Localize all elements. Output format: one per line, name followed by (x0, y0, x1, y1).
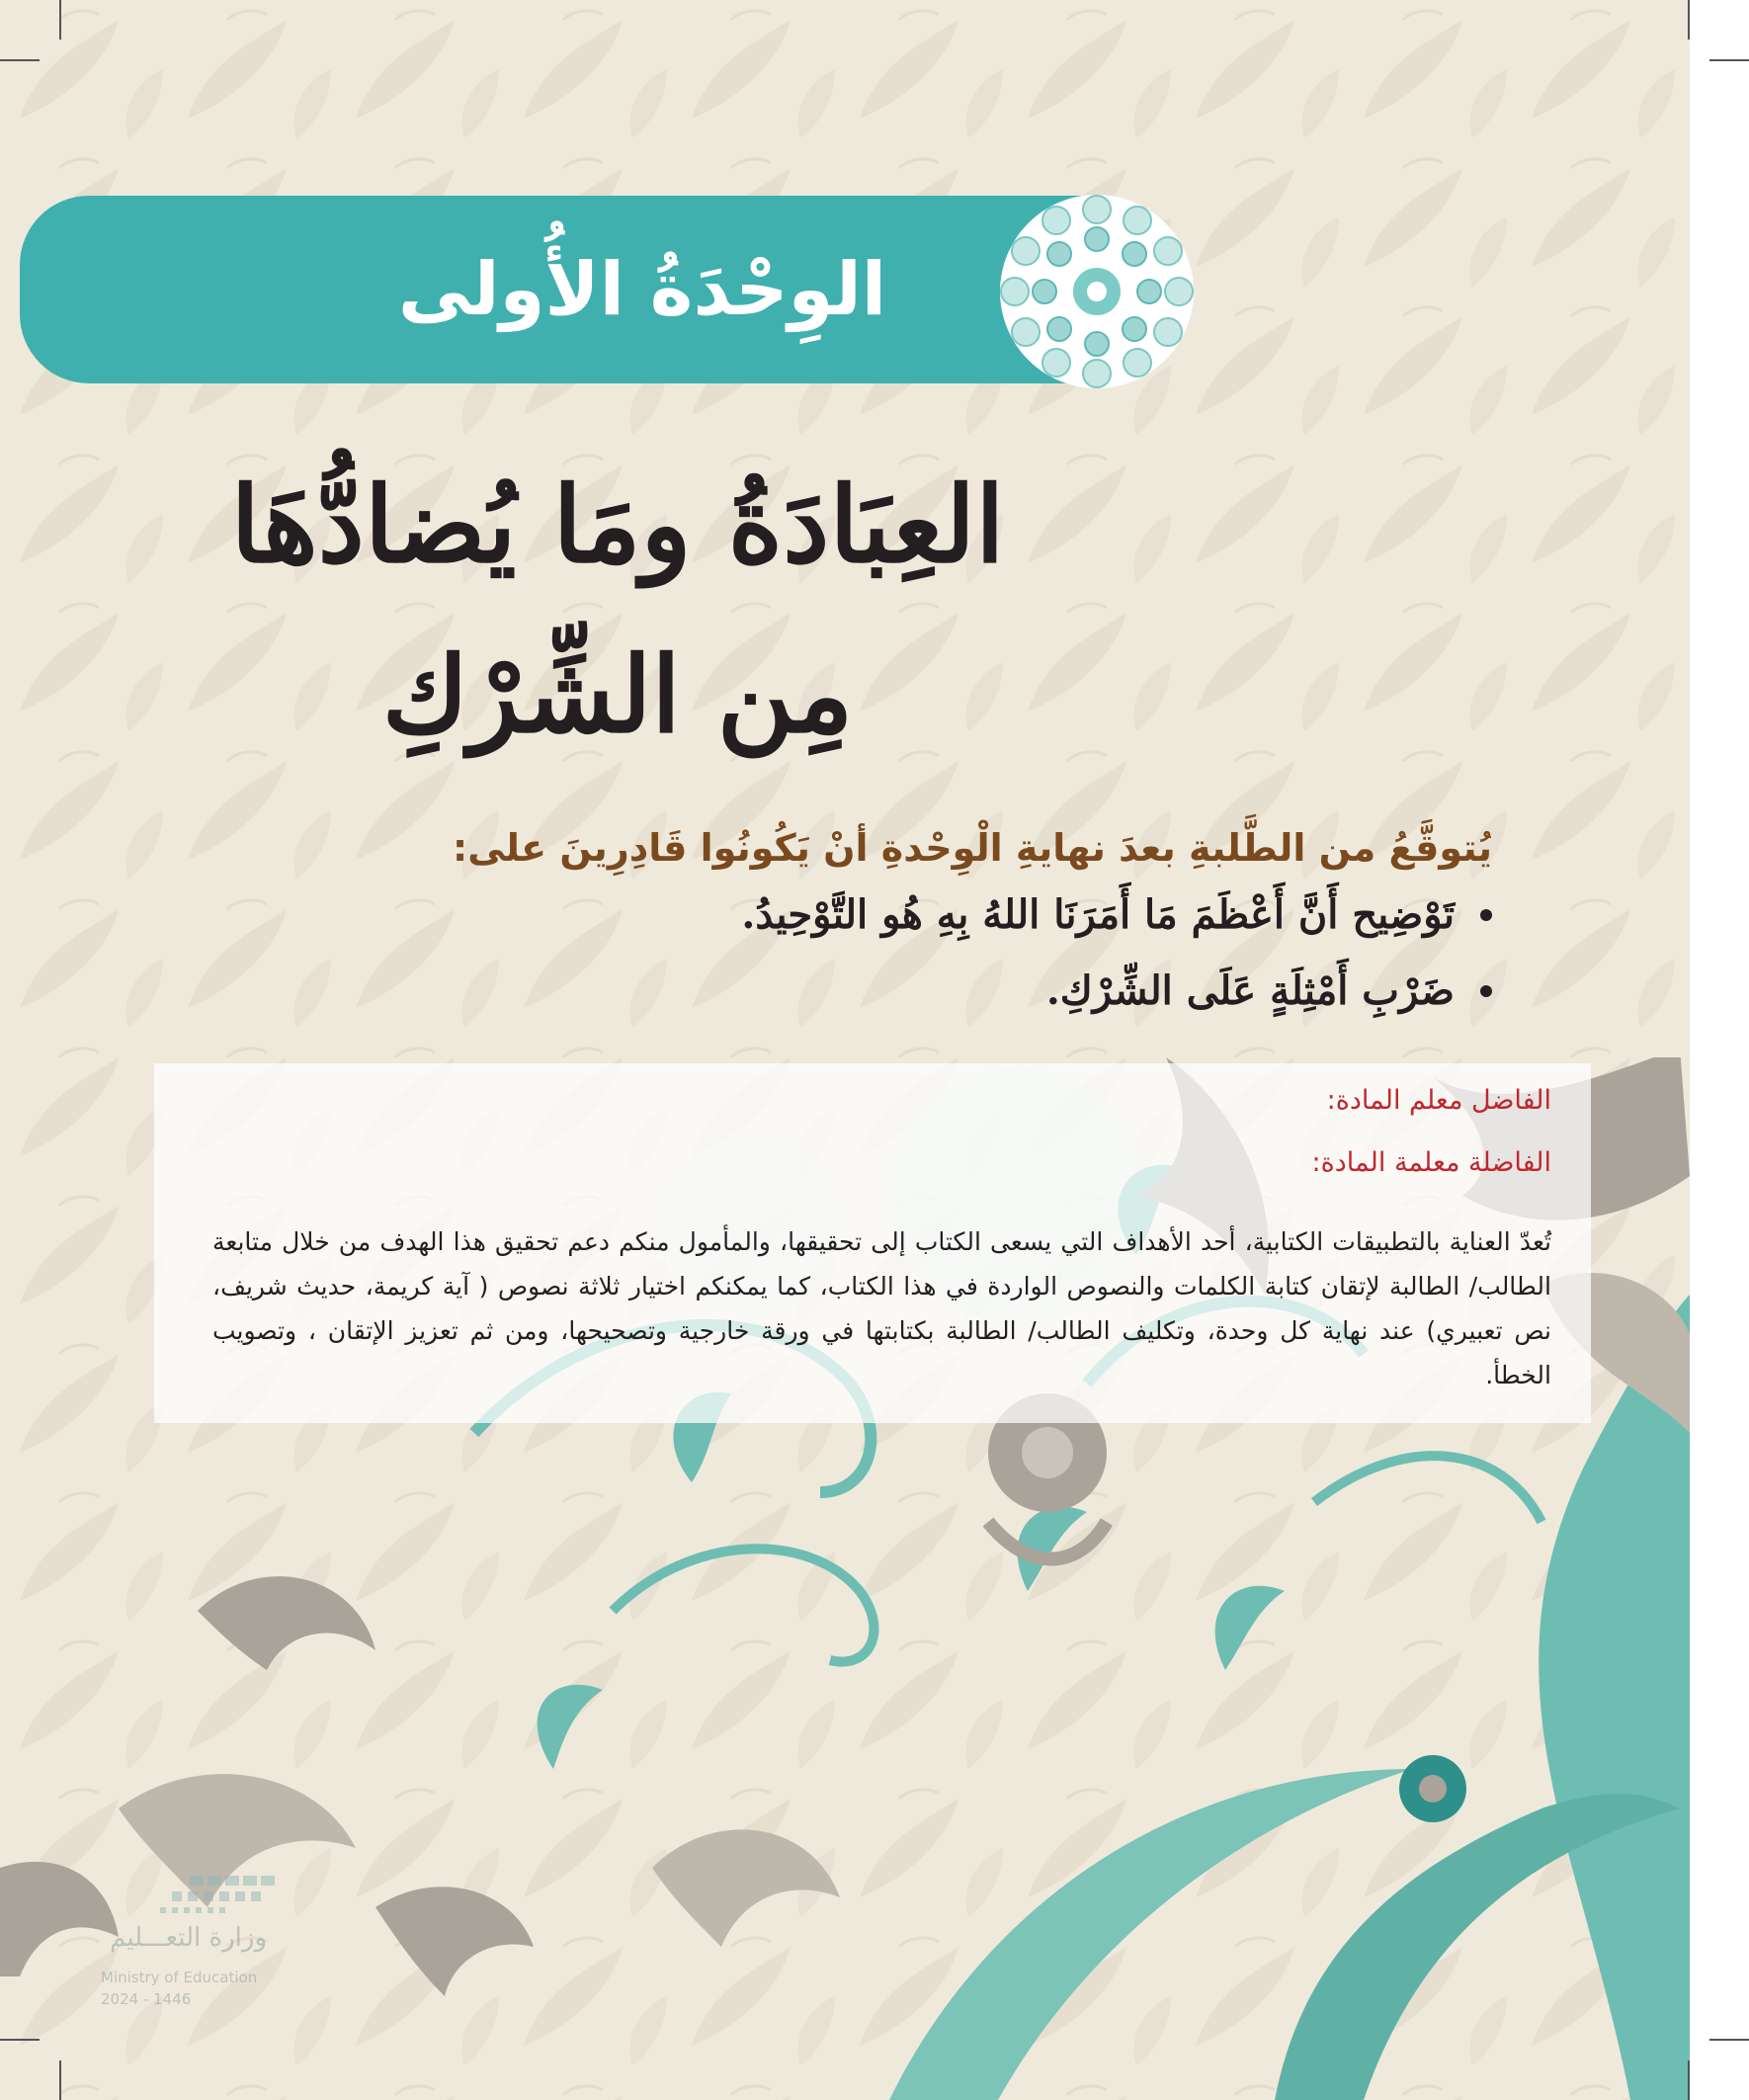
crop-mark (59, 0, 61, 40)
crop-mark (1688, 2060, 1690, 2100)
objective-text: ضَرْبِ أَمْثِلَةٍ عَلَى الشِّرْكِ. (1045, 967, 1455, 1014)
objective-text: تَوْضِيح أَنَّ أَعْظَمَ مَا أَمَرَنَا اللهُ بِهِ هُو التَّوْحِيدُ. (741, 891, 1455, 938)
bullet-icon (1480, 985, 1492, 997)
crop-mark (1688, 0, 1690, 40)
unit-title: الوِحْدَةُ الأُولى (397, 247, 887, 332)
teacher-note-box (154, 1063, 1591, 1423)
learning-objectives (208, 826, 1492, 1044)
crop-mark (1709, 59, 1749, 61)
crop-mark (0, 2039, 40, 2041)
lesson-title-line-2: مِن الشِّرْكِ (381, 632, 854, 756)
bullet-icon (1480, 909, 1492, 921)
ministry-name-english: Ministry of Education (101, 1969, 258, 1986)
lesson-title-line-1: العِبَادَةُ ومَا يُضادُّهَا (230, 462, 1005, 586)
teacher-female-label: الفاضلة معلمة المادة: (1311, 1147, 1551, 1178)
objective-item (208, 967, 1492, 1014)
crop-mark (1709, 2039, 1749, 2041)
teacher-male-label: الفاضل معلم المادة: (1326, 1085, 1551, 1116)
ministry-name-arabic: وزارة التعـــليم (110, 1923, 267, 1953)
crop-mark (59, 2060, 61, 2100)
ministry-logo (91, 1868, 289, 2036)
objective-item (208, 891, 1492, 938)
rosette-ornament (993, 188, 1201, 395)
ministry-logo-mark-icon (91, 1868, 289, 1927)
unit-banner (20, 196, 1087, 383)
crop-mark (0, 59, 40, 61)
objectives-intro: يُتوقَّعُ من الطَّلبةِ بعدَ نهايةِ الْوِحْدةِ أنْ يَكُونُوا قَادِرِينَ على: (453, 826, 1492, 870)
teacher-note-body: تُعدّ العناية بالتطبيقات الكتابية، أحد الأهداف التي يسعى الكتاب إلى تحقيقها، والمأمول منكم دعم تحقيق هذا الهدف من خلال متابعة الطالب/ الطالبة لإتقان كتابة الكلمات والنصوص الواردة في هذا الكتاب، كما يمكنكم اختيار ثلاثة نصوص ( آية كريمة، حديث شريف، نص تعبيري) عند نهاية كل وحدة، وتكليف الطالب/ الطالبة بكتابتها في ورقة خارجية وتصحيحها، ومن ثم تعزيز الإتقان ، وتصويب الخطأ. (212, 1227, 1551, 1389)
edition-year: 2024 - 1446 (101, 1990, 192, 2008)
